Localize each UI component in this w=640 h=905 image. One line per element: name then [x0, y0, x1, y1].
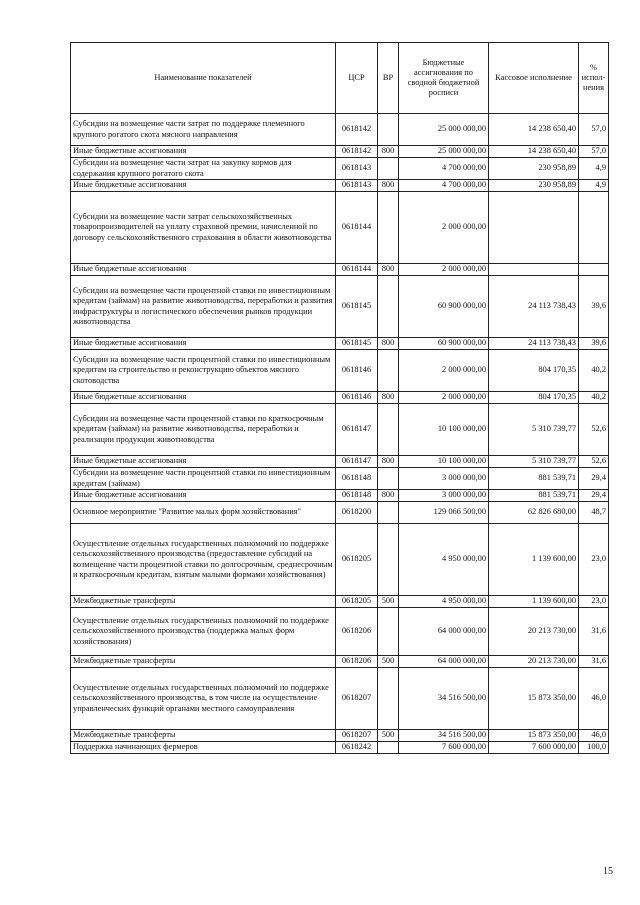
row-pct: 40,2	[579, 392, 609, 404]
row-vr	[378, 668, 399, 730]
row-cash: 804 170,35	[489, 350, 579, 392]
row-csr: 0618200	[336, 502, 378, 524]
row-cash: 1 139 600,00	[489, 524, 579, 596]
table-row	[71, 524, 609, 596]
row-pct: 100,0	[579, 742, 609, 754]
row-budget: 4 700 000,00	[399, 158, 489, 180]
table-row	[71, 404, 609, 456]
row-pct: 46,0	[579, 668, 609, 730]
row-budget: 2 000 000,00	[399, 192, 489, 264]
row-vr	[378, 468, 399, 490]
row-cash	[489, 264, 579, 276]
row-name: Субсидии на возмещение части затрат сельскохозяйственных товаропроизводителей на уплату страховой премии, начисленной по договору сельскохозяйственного страхования в области животноводства	[71, 192, 336, 264]
row-cash: 14 238 650,40	[489, 114, 579, 146]
table-row	[71, 276, 609, 338]
row-pct: 46,0	[579, 730, 609, 742]
row-budget: 25 000 000,00	[399, 146, 489, 158]
row-vr: 800	[378, 456, 399, 468]
row-pct: 31,6	[579, 656, 609, 668]
row-name: Иные бюджетные ассигнования	[71, 490, 336, 502]
table-row	[71, 180, 609, 192]
row-cash: 804 170,35	[489, 392, 579, 404]
row-pct	[579, 192, 609, 264]
row-vr	[378, 502, 399, 524]
row-vr	[378, 524, 399, 596]
row-vr	[378, 742, 399, 754]
row-name: Иные бюджетные ассигнования	[71, 264, 336, 276]
table-row	[71, 502, 609, 524]
row-budget: 60 900 000,00	[399, 338, 489, 350]
row-vr: 800	[378, 490, 399, 502]
header-cash: Кассовое исполнение	[489, 43, 579, 114]
row-budget: 34 516 500,00	[399, 730, 489, 742]
row-pct: 52,6	[579, 456, 609, 468]
row-csr: 0618242	[336, 742, 378, 754]
row-budget: 60 900 000,00	[399, 276, 489, 338]
row-name: Субсидии на возмещение части процентной ставки по инвестиционным кредитам (займам)	[71, 468, 336, 490]
row-vr: 500	[378, 730, 399, 742]
row-csr: 0618148	[336, 490, 378, 502]
row-cash: 15 873 350,00	[489, 668, 579, 730]
row-pct: 39,6	[579, 276, 609, 338]
row-cash: 14 238 650,40	[489, 146, 579, 158]
row-vr	[378, 114, 399, 146]
row-vr	[378, 158, 399, 180]
table-row	[71, 392, 609, 404]
row-name: Межбюджетные трансферты	[71, 656, 336, 668]
row-budget: 3 000 000,00	[399, 490, 489, 502]
row-name: Иные бюджетные ассигнования	[71, 146, 336, 158]
row-budget: 2 000 000,00	[399, 264, 489, 276]
row-cash: 230 958,89	[489, 180, 579, 192]
row-budget: 25 000 000,00	[399, 114, 489, 146]
table-row	[71, 192, 609, 264]
row-cash: 881 539,71	[489, 490, 579, 502]
row-pct: 23,0	[579, 596, 609, 608]
row-pct: 29,4	[579, 468, 609, 490]
row-name: Субсидии на возмещение части процентной ставки по инвестиционным кредитам на строительство и реконструкцию объектов мясного скотоводства	[71, 350, 336, 392]
row-name: Иные бюджетные ассигнования	[71, 180, 336, 192]
table-row	[71, 490, 609, 502]
row-budget: 7 600 000,00	[399, 742, 489, 754]
row-cash: 20 213 730,00	[489, 608, 579, 656]
row-name: Осуществление отдельных государственных полномочий по поддержке сельскохозяйственного производства (поддержка малых форм хозяйствования)	[71, 608, 336, 656]
row-pct: 4,9	[579, 180, 609, 192]
table-row	[71, 468, 609, 490]
row-csr: 0618147	[336, 404, 378, 456]
row-vr	[378, 276, 399, 338]
table-row	[71, 114, 609, 146]
table-row	[71, 742, 609, 754]
header-csr: ЦСР	[336, 43, 378, 114]
row-name: Осуществление отдельных государственных полномочий по поддержке сельскохозяйственного производства, в том числе на осуществление управленческих функций органами местного самоуправления	[71, 668, 336, 730]
row-pct: 29,4	[579, 490, 609, 502]
row-csr: 0618144	[336, 192, 378, 264]
header-pct: % испол-нения	[579, 43, 609, 114]
row-vr: 800	[378, 264, 399, 276]
row-name: Основное мероприятие "Развитие малых форм хозяйствования"	[71, 502, 336, 524]
row-csr: 0618207	[336, 730, 378, 742]
row-vr: 800	[378, 146, 399, 158]
row-csr: 0618148	[336, 468, 378, 490]
row-pct: 57,0	[579, 146, 609, 158]
row-name: Субсидии на возмещение части процентной ставки по краткосрочным кредитам (займам) на развитие животноводства, переработки и реализации продукции животноводства	[71, 404, 336, 456]
row-csr: 0618205	[336, 596, 378, 608]
row-name: Иные бюджетные ассигнования	[71, 392, 336, 404]
row-cash: 15 873 350,00	[489, 730, 579, 742]
row-budget: 129 066 500,00	[399, 502, 489, 524]
row-budget: 64 000 000,00	[399, 656, 489, 668]
budget-table	[70, 42, 609, 754]
row-csr: 0618146	[336, 392, 378, 404]
row-vr	[378, 350, 399, 392]
row-vr: 800	[378, 338, 399, 350]
row-csr: 0618142	[336, 114, 378, 146]
row-budget: 4 950 000,00	[399, 596, 489, 608]
row-name: Межбюджетные трансферты	[71, 596, 336, 608]
row-name: Осуществление отдельных государственных полномочий по поддержке сельскохозяйственного производства (предоставление субсидий на возмещение части процентной ставки по долгосрочным, среднесрочным и краткосрочным кредитам, взятым малыми формами хозяйствования)	[71, 524, 336, 596]
row-name: Иные бюджетные ассигнования	[71, 456, 336, 468]
row-csr: 0618207	[336, 668, 378, 730]
row-cash: 62 826 680,00	[489, 502, 579, 524]
table-row	[71, 146, 609, 158]
row-budget: 34 516 500,00	[399, 668, 489, 730]
row-pct: 39,6	[579, 338, 609, 350]
row-pct: 23,0	[579, 524, 609, 596]
row-csr: 0618206	[336, 608, 378, 656]
table-row	[71, 158, 609, 180]
row-csr: 0618145	[336, 276, 378, 338]
row-csr: 0618144	[336, 264, 378, 276]
row-pct: 48,7	[579, 502, 609, 524]
table-row	[71, 668, 609, 730]
table-row	[71, 264, 609, 276]
row-vr	[378, 608, 399, 656]
row-csr: 0618147	[336, 456, 378, 468]
row-csr: 0618142	[336, 146, 378, 158]
row-cash: 230 958,89	[489, 158, 579, 180]
row-pct	[579, 264, 609, 276]
row-csr: 0618145	[336, 338, 378, 350]
row-budget: 2 000 000,00	[399, 392, 489, 404]
header-name: Наименование показателей	[71, 43, 336, 114]
row-pct: 31,6	[579, 608, 609, 656]
row-vr: 800	[378, 180, 399, 192]
row-cash: 5 310 739,77	[489, 456, 579, 468]
row-vr	[378, 192, 399, 264]
table-row	[71, 596, 609, 608]
row-name: Иные бюджетные ассигнования	[71, 338, 336, 350]
row-cash: 20 213 730,00	[489, 656, 579, 668]
table-row	[71, 730, 609, 742]
row-vr: 800	[378, 392, 399, 404]
row-name: Субсидии на возмещение части процентной ставки по инвестиционным кредитам (займам) на развитие животноводства, переработки и развития инфраструктуры и логистического обеспечения рынков продукции животноводства	[71, 276, 336, 338]
row-budget: 4 950 000,00	[399, 524, 489, 596]
row-csr: 0618143	[336, 180, 378, 192]
table-row	[71, 338, 609, 350]
row-cash	[489, 192, 579, 264]
row-vr: 500	[378, 656, 399, 668]
row-name: Межбюджетные трансферты	[71, 730, 336, 742]
row-name: Субсидии на возмещение части затрат на закупку кормов для содержания крупного рогатого скота	[71, 158, 336, 180]
table-row	[71, 608, 609, 656]
row-cash: 5 310 739,77	[489, 404, 579, 456]
table-row	[71, 350, 609, 392]
row-budget: 10 100 000,00	[399, 456, 489, 468]
row-vr	[378, 404, 399, 456]
table-header-row	[71, 43, 609, 114]
page-number: 15	[603, 866, 613, 877]
row-cash: 881 539,71	[489, 468, 579, 490]
row-budget: 2 000 000,00	[399, 350, 489, 392]
row-csr: 0618205	[336, 524, 378, 596]
header-vr: ВР	[378, 43, 399, 114]
row-budget: 10 100 000,00	[399, 404, 489, 456]
row-pct: 40,2	[579, 350, 609, 392]
row-cash: 24 113 738,43	[489, 276, 579, 338]
row-csr: 0618206	[336, 656, 378, 668]
row-name: Поддержка начинающих фермеров	[71, 742, 336, 754]
row-budget: 4 700 000,00	[399, 180, 489, 192]
row-budget: 64 000 000,00	[399, 608, 489, 656]
table-row	[71, 656, 609, 668]
row-cash: 1 139 600,00	[489, 596, 579, 608]
row-budget: 3 000 000,00	[399, 468, 489, 490]
table-row	[71, 456, 609, 468]
header-budget: Бюджетные ассигнования по сводной бюджетной росписи	[399, 43, 489, 114]
row-pct: 4,9	[579, 158, 609, 180]
row-name: Субсидии на возмещение части затрат по поддержке племенного крупного рогатого скота мясного направления	[71, 114, 336, 146]
row-pct: 57,0	[579, 114, 609, 146]
row-csr: 0618143	[336, 158, 378, 180]
row-cash: 24 113 738,43	[489, 338, 579, 350]
row-cash: 7 600 000,00	[489, 742, 579, 754]
row-csr: 0618146	[336, 350, 378, 392]
row-pct: 52,6	[579, 404, 609, 456]
row-vr: 500	[378, 596, 399, 608]
